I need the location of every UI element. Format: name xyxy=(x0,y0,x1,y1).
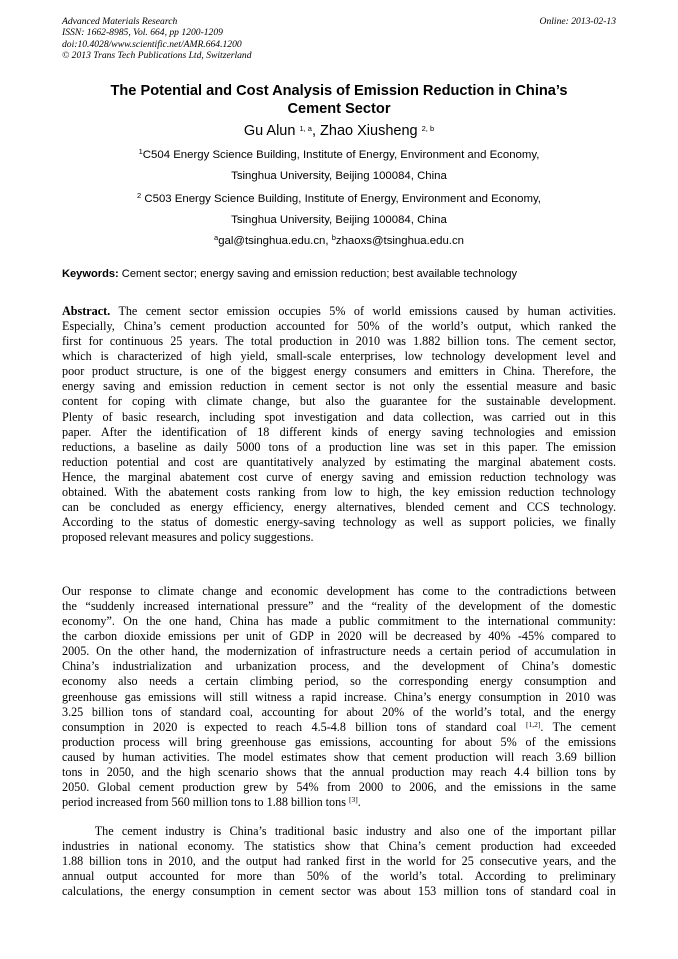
intro-paragraph-2 xyxy=(62,824,616,899)
online-date: Online: 2013-02-13 xyxy=(539,16,616,27)
affiliation-text: Tsinghua University, Beijing 100084, China xyxy=(231,214,447,226)
abstract-line: paper. After the identification of 18 different kinds of energy saving technologies and emission xyxy=(62,424,616,439)
author-name: Zhao Xiusheng xyxy=(320,123,422,139)
keywords-text: Cement sector; energy saving and emission reduction; best available technology xyxy=(118,268,518,280)
affiliation-text: C504 Energy Science Building, Institute of Energy, Environment and Economy, xyxy=(142,149,540,161)
body-line: period increased from 560 million tons to 1.88 billion tons [3]. xyxy=(62,795,361,810)
journal-name: Advanced Materials Research xyxy=(62,16,178,27)
citation: [1,2] xyxy=(525,719,541,729)
abstract-line: According to the status of domestic energy-saving technology as well as support policies, we finally xyxy=(62,515,616,530)
doi-line: doi:10.4028/www.scientific.net/AMR.664.1200 xyxy=(62,38,242,50)
body-line: Our response to climate change and economic development has come to the contradictions between xyxy=(62,584,616,598)
journal-header xyxy=(62,16,616,62)
abstract xyxy=(62,304,616,545)
body-line: 2050. Global cement production grew by 54% from 2000 to 2006, and the emissions in the same xyxy=(62,780,616,795)
body-line: 2005. On the other hand, the modernization of infrastructure needs a certain period of accumulation in xyxy=(62,644,616,659)
abstract-line: obtained. With the abatement costs ranking from low to high, the key emission reduction technology xyxy=(62,484,616,499)
copyright-line: © 2013 Trans Tech Publications Ltd, Switzerland xyxy=(62,50,252,62)
abstract-line: content for coping with climate change, but also the guarantee for the sustainable development. xyxy=(62,394,616,409)
affiliation-2 xyxy=(62,192,616,227)
paper-title xyxy=(62,82,616,118)
abstract-line: reductions, a baseline as daily 5000 tons of a production line was set in this paper. The emission xyxy=(62,439,616,454)
author-emails xyxy=(62,234,616,248)
body-line: calculations, the energy consumption in cement sector was about 153 million tons of standard coal in xyxy=(62,884,616,899)
body-line: economy also needs a certain climbing period, so the corresponding energy consumption and xyxy=(62,674,616,689)
abstract-line: proposed relevant measures and policy suggestions. xyxy=(62,530,314,545)
issn-line: ISSN: 1662-8985, Vol. 664, pp 1200-1209 xyxy=(62,27,223,39)
abstract-line: Plenty of basic research, including spot investigation and data collection, was carried out in this xyxy=(62,409,616,424)
abstract-line: which is characterized of high yield, small-scale enterprises, low technology development level and xyxy=(62,349,616,364)
abstract-line: poor product structure, is one of the biggest energy consumers and emitters in China. Therefore, the xyxy=(62,364,616,379)
body-line: 3.25 billion tons of standard coal, accounting for about 20% of the world’s total, and the energy xyxy=(62,704,616,719)
body-line: 1.88 billion tons in 2010, and the output had ranked first in the world for 25 consecutive years, and the xyxy=(62,854,616,869)
affiliation-1 xyxy=(62,148,616,183)
body-line: greenhouse gas emissions will still witness a rapid increase. China’s energy consumption in 2010 was xyxy=(62,689,616,704)
body-line: industries in national economy. The statistics show that China’s cement production had exceeded xyxy=(62,839,616,854)
author-affiliation-marker: 1, a xyxy=(299,124,312,133)
author-name: Gu Alun xyxy=(243,123,300,139)
body-line: the carbon dioxide emissions per unit of GDP in 2020 will be decreased by 40% -45% compared to xyxy=(62,629,616,644)
abstract-line: first for continuous 25 years. The total production in 2010 was 1.882 billion tons. The cement sector, xyxy=(62,334,616,349)
body-line: tons in 2050, and the high scenario shows that the annual production may reach 4.4 billion tons by xyxy=(62,764,616,779)
abstract-line: reduction potential and cost are quantitatively analyzed by estimating the marginal abatement costs. xyxy=(62,454,616,469)
title-line-2: Cement Sector xyxy=(287,101,391,117)
body-line: economy”. On the one hand, China has made a public commitment to the international community: xyxy=(62,614,616,629)
email-link[interactable]: zhaoxs@tsinghua.edu.cn xyxy=(335,235,464,247)
email-marker: a xyxy=(214,233,219,242)
affiliation-marker: 2 xyxy=(137,191,142,200)
abstract-line: Abstract. The cement sector emission occupies 5% of world emissions caused by human activities. xyxy=(62,304,616,318)
intro-paragraph-1 xyxy=(62,584,616,810)
affiliation-marker: 1 xyxy=(138,147,143,156)
email-link[interactable]: gal@tsinghua.edu.cn, xyxy=(218,235,332,247)
keywords-label: Keywords: xyxy=(62,268,119,280)
affiliation-text: Tsinghua University, Beijing 100084, China xyxy=(231,170,447,182)
abstract-line: Especially, China’s cement production accounted for 50% of the world’s output, which ranked the xyxy=(62,319,616,334)
body-line: annual output accounted for more than 50% of the world’s total. According to preliminary xyxy=(62,869,616,884)
abstract-line: can be concluded as energy efficiency, energy alternatives, blended cement and CCS technology. xyxy=(62,500,616,515)
author-affiliation-marker: 2, b xyxy=(421,124,435,133)
abstract-line: Hence, the marginal abatement cost curve of energy saving and emission reduction technology was xyxy=(62,469,616,484)
abstract-label: Abstract. xyxy=(62,304,111,318)
title-line-1: The Potential and Cost Analysis of Emission Reduction in China’s xyxy=(110,83,568,99)
abstract-line: energy saving and emission reduction in cement sector is not only the essential measure and basic xyxy=(62,379,616,394)
keywords xyxy=(62,267,616,281)
body-line: China’s industrialization and urbanization process, and the development of China’s domestic xyxy=(62,659,616,674)
citation: [3] xyxy=(348,795,358,805)
body-line: caused by human activities. The model estimates show that cement production will reach 3.69 billion xyxy=(62,749,616,764)
body-line: production process will bring greenhouse gas emissions, accounting for about 5% of the emissions xyxy=(62,734,616,749)
affiliation-text: C503 Energy Science Building, Institute of Energy, Environment and Economy, xyxy=(141,193,541,205)
body-line: the “suddenly increased international pressure” and the “reality of the development of the domestic xyxy=(62,599,616,614)
author-list xyxy=(62,122,616,140)
author-separator: , xyxy=(311,123,321,139)
body-line: The cement industry is China’s traditional basic industry and also one of the important pillar xyxy=(62,824,616,838)
email-marker: b xyxy=(331,233,336,242)
body-line: consumption in 2020 is expected to reach 4.5-4.8 billion tons of standard coal [1,2]. The cement xyxy=(62,719,616,734)
